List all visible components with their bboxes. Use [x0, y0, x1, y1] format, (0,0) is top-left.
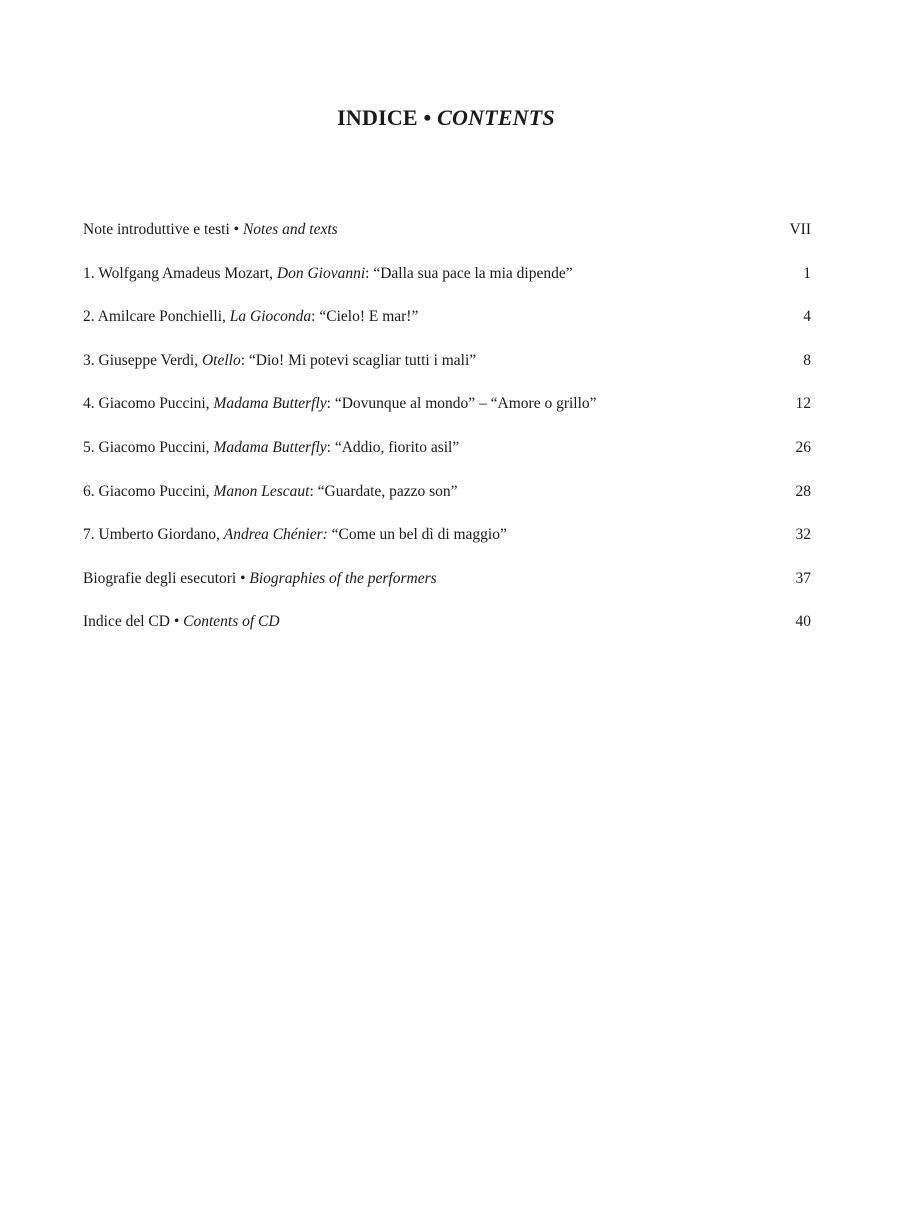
toc-entry: [83, 611, 811, 655]
toc-entry-text: 7. Umberto Giordano,: [83, 526, 224, 544]
table-of-contents: [83, 219, 811, 655]
toc-entry-italic-text: Otello: [201, 351, 241, 369]
toc-entry: [83, 524, 811, 568]
toc-entry-italic-text: Don Giovanni: [276, 264, 366, 282]
toc-entry-title: [83, 437, 459, 459]
toc-page-number: 28: [795, 482, 811, 500]
toc-entry-text: Indice del CD •: [83, 613, 184, 631]
toc-entry-text: 2. Amilcare Ponchielli,: [83, 308, 230, 326]
toc-entry-text: : “Dovunque al mondo” – “Amore o grillo”: [326, 395, 597, 413]
toc-entry-italic-text: Biographies of the performers: [249, 569, 437, 587]
toc-entry-text: : “Dalla sua pace la mia dipende”: [365, 264, 573, 282]
toc-entry-text: 3. Giuseppe Verdi,: [83, 351, 202, 369]
toc-entry-text: “Come un bel dì di maggio”: [327, 526, 507, 544]
toc-entry-title: [83, 481, 458, 503]
toc-entry: [83, 306, 811, 350]
toc-entry-text: 1. Wolfgang Amadeus Mozart,: [83, 264, 277, 282]
toc-page-number: 12: [795, 395, 811, 413]
toc-entry: [83, 219, 811, 263]
toc-entry-title: [83, 350, 476, 372]
toc-entry: [83, 481, 811, 525]
toc-entry-italic-text: Madama Butterfly: [213, 395, 327, 413]
toc-entry-title: [83, 263, 573, 285]
toc-entry-italic-text: Madama Butterfly: [213, 438, 327, 456]
toc-entry-text: Biografie degli esecutori •: [83, 569, 250, 587]
toc-entry-title: [83, 306, 418, 328]
toc-entry-text: 5. Giacomo Puccini,: [83, 438, 214, 456]
toc-entry-text: 4. Giacomo Puccini,: [83, 395, 214, 413]
toc-entry-title: [83, 568, 437, 590]
toc-page-number: 37: [795, 569, 811, 587]
toc-entry-text: : “Cielo! E mar!”: [311, 308, 419, 326]
title-separator: •: [423, 105, 432, 130]
toc-entry-text: : “Guardate, pazzo son”: [309, 482, 458, 500]
title-english: CONTENTS: [437, 105, 555, 130]
toc-entry-title: [83, 611, 280, 633]
toc-page-number: 4: [803, 308, 811, 326]
toc-entry-italic-text: Contents of CD: [183, 613, 280, 631]
toc-entry: [83, 437, 811, 481]
toc-page-number: 1: [803, 264, 811, 282]
toc-entry: [83, 568, 811, 612]
toc-entry-text: Note introduttive e testi •: [83, 221, 243, 238]
toc-page-number: 32: [795, 526, 811, 544]
toc-entry-text: : “Dio! Mi potevi scagliar tutti i mali”: [240, 351, 477, 369]
toc-entry: [83, 350, 811, 394]
toc-entry-text: : “Addio, fiorito asil”: [326, 438, 460, 456]
toc-entry: [83, 393, 811, 437]
toc-page-number: 40: [795, 613, 811, 631]
toc-entry-text: 6. Giacomo Puccini,: [83, 482, 214, 500]
toc-entry-title: [83, 219, 338, 241]
toc-page-number: 26: [795, 438, 811, 456]
toc-entry-italic-text: Manon Lescaut: [213, 482, 310, 500]
title-italian: INDICE: [337, 105, 418, 130]
toc-page-number: 8: [803, 351, 811, 369]
toc-entry-italic-text: Andrea Chénier:: [223, 526, 328, 544]
toc-entry-title: [83, 393, 597, 415]
toc-entry-title: [83, 524, 507, 546]
toc-page-number: VII: [789, 221, 811, 238]
toc-entry-italic-text: La Gioconda: [229, 308, 312, 326]
page-title: [0, 104, 892, 132]
toc-entry: [83, 263, 811, 307]
toc-entry-italic-text: Notes and texts: [242, 221, 338, 238]
